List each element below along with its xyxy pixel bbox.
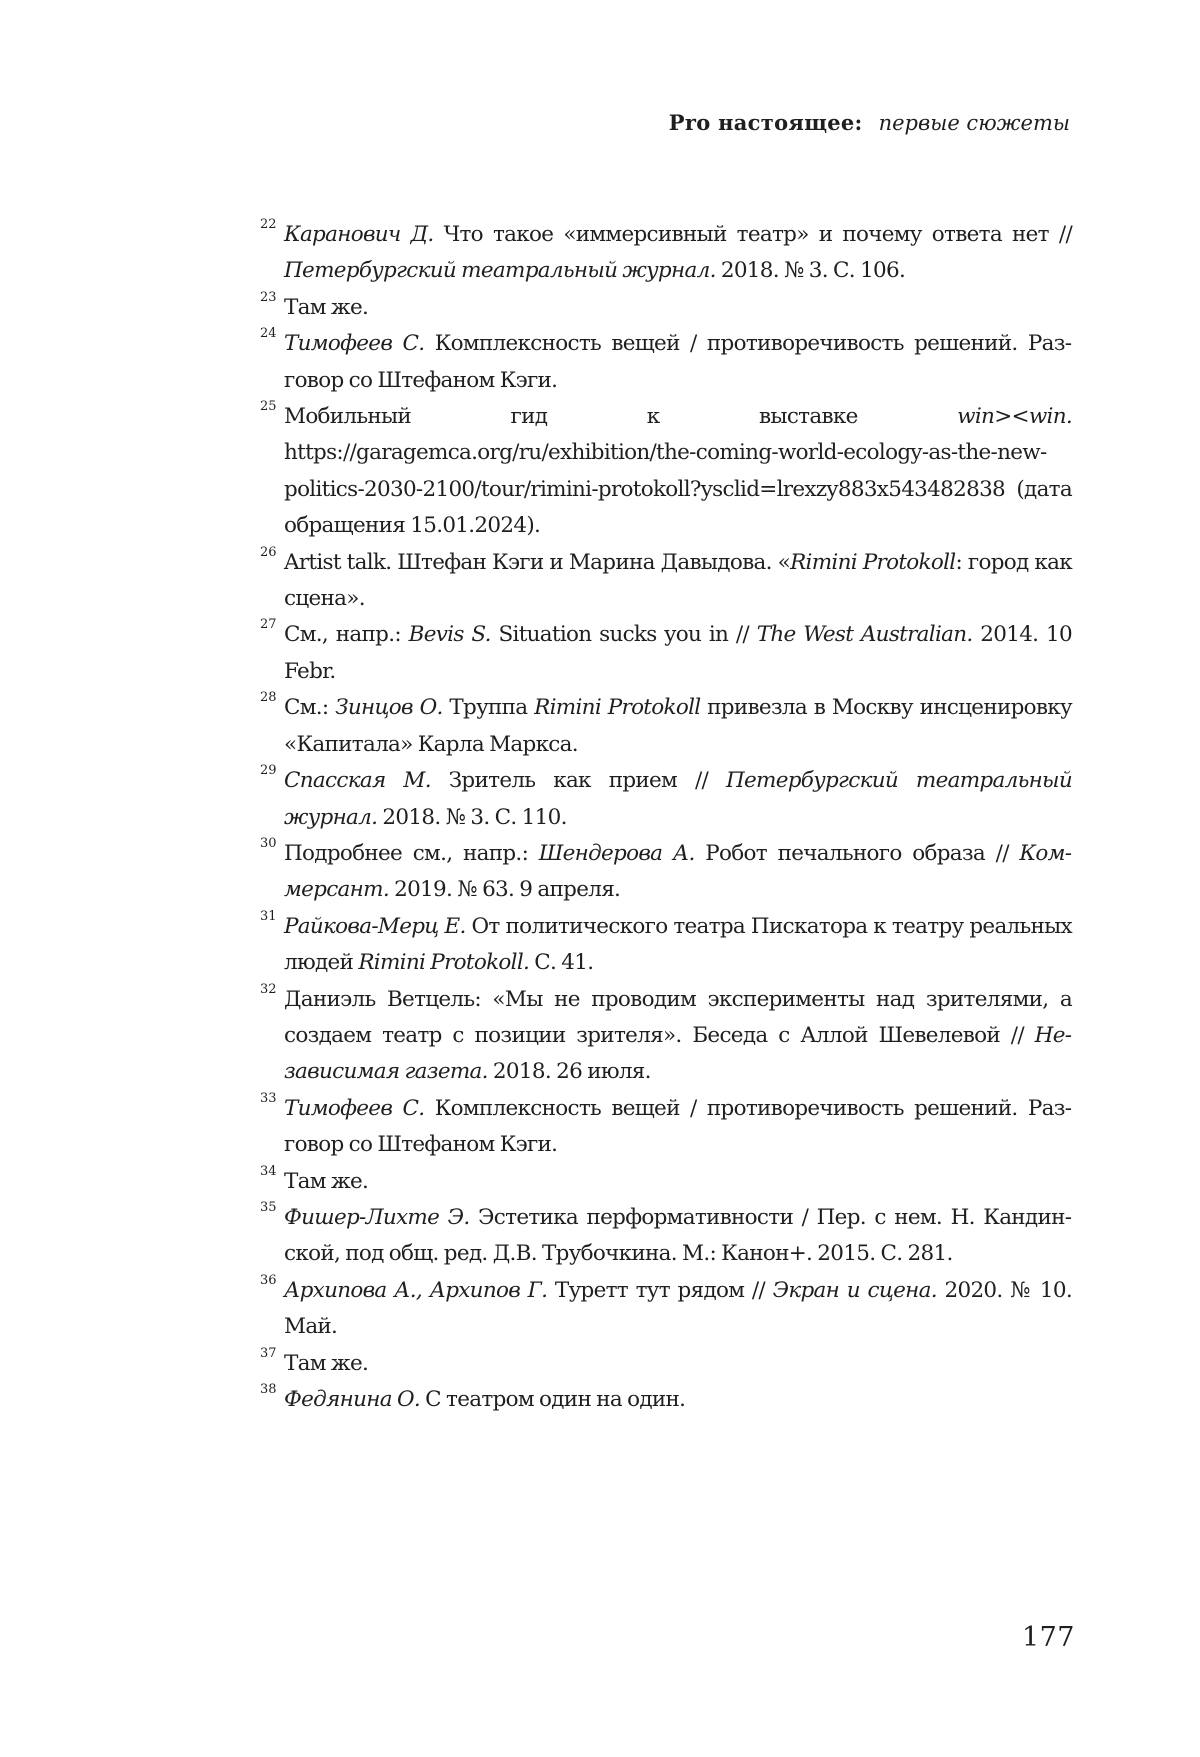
- endnote-italic-text: win: [957, 404, 994, 429]
- endnote-italic-text: The West Australian.: [757, 622, 973, 647]
- endnote-number: 23: [260, 280, 277, 316]
- endnote-text: 2014. 10 Febr.: [284, 622, 1072, 683]
- endnote-italic-text: Архипова А., Архипов Г.: [284, 1278, 547, 1303]
- endnote-29: [284, 763, 1072, 836]
- endnote-italic-text: Райкова-Мерц Е.: [284, 914, 466, 939]
- endnote-number: 35: [260, 1190, 277, 1226]
- endnote-28: [284, 690, 1072, 763]
- endnote-italic-text: Спасская М.: [284, 768, 431, 793]
- endnote-text: Эстетика перформативности / Пер. с нем. Н. Кандин­ской, под общ. ред. Д.В. Трубочкина. М.: Канон+. 2015. С. 281.: [284, 1205, 1072, 1266]
- endnote-text: Там же.: [284, 1351, 368, 1376]
- endnote-27: [284, 617, 1072, 690]
- endnote-text: Что такое «иммерсивный театр» и почему ответа нет //: [434, 222, 1072, 247]
- endnote-text: : город как сцена».: [284, 550, 1072, 611]
- endnote-italic-text: Rimini Protokoll: [790, 550, 955, 575]
- endnote-23: [284, 290, 1072, 326]
- endnote-text: https://garagemca.org/ru/exhibition/the-coming-world-ecology-as-the-new-politics-2030-2100/tour/rimini-protokoll?ysclid=lrexzy883x543482838 (дата обращения 15.01.2024).: [284, 440, 1072, 538]
- endnote-text: Даниэль Ветцель: «Мы не проводим эксперименты над зрителями, а создаем театр с позиции зрителя». Беседа с Аллой Шевелевой //: [284, 987, 1072, 1048]
- endnote-25: [284, 399, 1072, 545]
- endnote-text: Подробнее см., напр.:: [284, 841, 539, 866]
- endnote-text: Труппа: [443, 695, 535, 720]
- endnote-37: [284, 1346, 1072, 1382]
- endnote-italic-text: Экран и сцена.: [773, 1278, 937, 1303]
- endnote-36: [284, 1273, 1072, 1346]
- endnote-italic-text: Петербургский театральный журнал.: [284, 768, 1072, 829]
- endnote-text: С театром один на один.: [420, 1387, 685, 1412]
- endnote-number: 22: [260, 207, 277, 243]
- endnote-number: 34: [260, 1154, 277, 1190]
- endnote-text: Комплексность вещей / противоречивость решений. Раз­говор со Штефаном Кэги.: [284, 331, 1072, 392]
- endnote-number: 26: [260, 535, 277, 571]
- endnote-italic-text: Bevis S.: [409, 622, 491, 647]
- endnote-text: Туретт тут рядом //: [547, 1278, 772, 1303]
- endnote-italic-text: Тимофеев С.: [284, 331, 424, 356]
- endnote-text: 2019. № 63. 9 апреля.: [389, 877, 620, 902]
- endnote-number: 31: [260, 899, 277, 935]
- endnote-text: Там же.: [284, 1169, 368, 1194]
- endnote-text: См.:: [284, 695, 335, 720]
- endnote-text: привезла в Москву инсценировку «Капитала» Карла Маркса.: [284, 695, 1072, 756]
- running-head-title: Pro настоящее:: [669, 110, 863, 135]
- endnote-text: ><: [994, 404, 1029, 429]
- endnote-35: [284, 1200, 1072, 1273]
- running-head-subtitle: первые сюжеты: [879, 111, 1070, 135]
- running-head: [669, 110, 1070, 135]
- endnote-text: С. 41.: [529, 950, 593, 975]
- endnote-text: 2018. № 3. С. 106.: [716, 258, 905, 283]
- endnote-32: [284, 982, 1072, 1091]
- endnote-number: 37: [260, 1336, 277, 1372]
- endnote-italic-text: win.: [1029, 404, 1072, 429]
- endnote-italic-text: Шендерова А.: [539, 841, 695, 866]
- endnote-italic-text: Rimini Protokoll: [534, 695, 700, 720]
- endnote-34: [284, 1164, 1072, 1200]
- endnote-number: 27: [260, 607, 277, 643]
- endnote-italic-text: Фишер-Лихте Э.: [284, 1205, 470, 1230]
- endnote-text: 2018. № 3. С. 110.: [377, 805, 566, 830]
- endnote-text: Робот печального образа //: [695, 841, 1020, 866]
- endnote-text: Зритель как прием //: [431, 768, 726, 793]
- endnote-24: [284, 326, 1072, 399]
- endnote-text: 2018. 26 июля.: [488, 1059, 651, 1084]
- endnote-number: 33: [260, 1081, 277, 1117]
- endnote-text: Там же.: [284, 295, 368, 320]
- endnote-text: См., напр.:: [284, 622, 409, 647]
- endnote-text: Комплексность вещей / противоречивость решений. Раз­говор со Штефаном Кэги.: [284, 1096, 1072, 1157]
- endnote-italic-text: Rimini Protokoll.: [358, 950, 529, 975]
- endnote-31: [284, 909, 1072, 982]
- endnote-number: 28: [260, 680, 277, 716]
- endnote-italic-text: Петербургский театральный журнал.: [284, 258, 716, 283]
- endnote-33: [284, 1091, 1072, 1164]
- endnote-number: 38: [260, 1372, 277, 1408]
- endnote-number: 24: [260, 316, 277, 352]
- endnote-italic-text: Зинцов О.: [335, 695, 442, 720]
- endnote-text: 2020. № 10. Май.: [284, 1278, 1072, 1339]
- endnote-number: 32: [260, 972, 277, 1008]
- endnote-number: 29: [260, 753, 277, 789]
- endnote-text: Мобильный гид к выставке: [284, 404, 957, 429]
- endnotes-list: [284, 217, 1072, 1418]
- endnote-italic-text: Ком­мерсант.: [284, 841, 1072, 902]
- endnote-italic-text: Тимофеев С.: [284, 1096, 424, 1121]
- endnote-text: От политического театра Пискатора к театру реальных людей: [284, 914, 1072, 975]
- endnote-30: [284, 836, 1072, 909]
- endnote-text: Situation sucks you in //: [491, 622, 757, 647]
- endnote-text: Artist talk. Штефан Кэги и Марина Давыдова. «: [284, 550, 790, 575]
- page-number: 177: [1022, 1622, 1075, 1653]
- endnote-number: 36: [260, 1263, 277, 1299]
- endnote-italic-text: Федянина О.: [284, 1387, 420, 1412]
- book-page: [0, 0, 1200, 1757]
- endnote-38: [284, 1382, 1072, 1418]
- endnote-italic-text: Не­зависимая газета.: [284, 1023, 1072, 1084]
- endnote-number: 25: [260, 389, 277, 425]
- endnote-22: [284, 217, 1072, 290]
- endnote-italic-text: Каранович Д.: [284, 222, 434, 247]
- endnote-26: [284, 545, 1072, 618]
- endnote-number: 30: [260, 826, 277, 862]
